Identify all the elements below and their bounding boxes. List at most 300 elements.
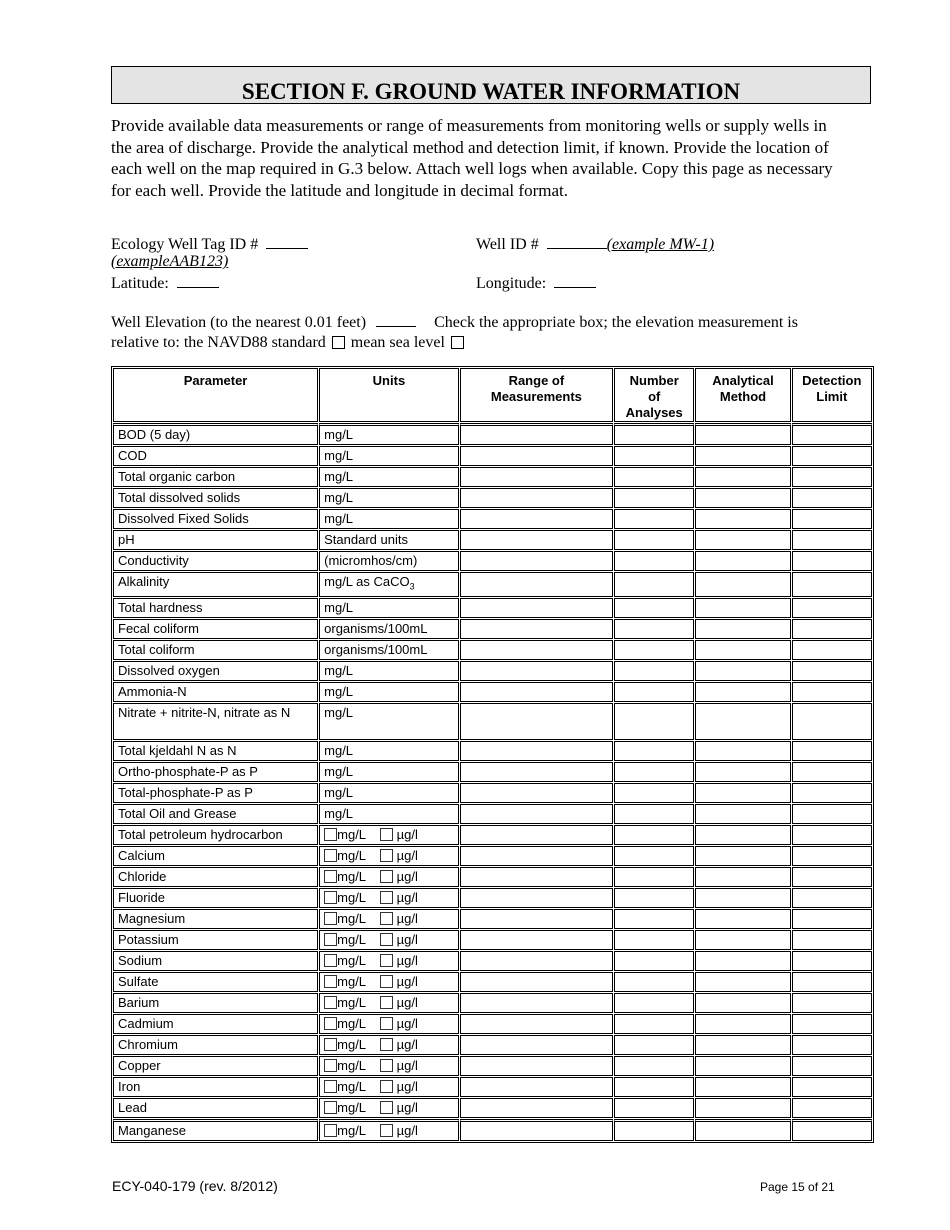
parameter-cell: Total Oil and Grease [113, 804, 318, 824]
mg-l-label: mg/L [337, 826, 367, 842]
limit-cell[interactable] [792, 619, 872, 639]
ug-l-checkbox[interactable] [380, 912, 393, 925]
elevation-check-text: Check the appropriate box; the elevation measurement is [434, 314, 798, 331]
method-cell[interactable] [695, 993, 790, 1013]
range-cell[interactable] [460, 825, 613, 845]
limit-cell[interactable] [792, 682, 872, 702]
parameter-cell: Conductivity [113, 551, 318, 571]
parameter-cell: Alkalinity [113, 572, 318, 597]
range-cell[interactable] [460, 509, 613, 529]
range-cell[interactable] [460, 741, 613, 761]
method-cell[interactable] [695, 888, 790, 908]
method-cell[interactable] [695, 846, 790, 866]
alkalinity-unit: mg/L as CaCO [324, 574, 410, 589]
limit-cell[interactable] [792, 1098, 872, 1118]
mg-l-checkbox[interactable] [324, 912, 337, 925]
method-cell[interactable] [695, 467, 790, 487]
range-cell[interactable] [460, 682, 613, 702]
range-cell[interactable] [460, 703, 613, 740]
analyses-cell[interactable] [614, 446, 694, 466]
table-row [113, 888, 872, 908]
range-cell[interactable] [460, 619, 613, 639]
analyses-cell[interactable] [614, 783, 694, 803]
limit-cell[interactable] [792, 888, 872, 908]
method-cell[interactable] [695, 640, 790, 660]
longitude-label: Longitude: [476, 275, 547, 292]
range-cell[interactable] [460, 888, 613, 908]
range-cell[interactable] [460, 804, 613, 824]
range-cell[interactable] [460, 783, 613, 803]
parameter-cell: Manganese [113, 1119, 318, 1141]
units-cell: mg/L [319, 488, 459, 508]
parameter-cell: Chromium [113, 1035, 318, 1055]
mean-sea-level-label: mean sea level [350, 334, 445, 351]
limit-cell[interactable] [792, 703, 872, 740]
analyses-cell[interactable] [614, 423, 694, 445]
analyses-cell[interactable] [614, 619, 694, 639]
method-cell[interactable] [695, 867, 790, 887]
ug-l-label: µg/l [396, 1122, 418, 1138]
range-cell[interactable] [460, 951, 613, 971]
mg-l-label: mg/L [337, 1099, 367, 1115]
latitude-input[interactable] [177, 272, 219, 288]
well-id-example: (example MW-1) [606, 236, 715, 253]
ug-l-checkbox[interactable] [380, 1101, 393, 1114]
method-cell[interactable] [695, 804, 790, 824]
range-cell[interactable] [460, 423, 613, 445]
analyses-cell[interactable] [614, 509, 694, 529]
ground-water-table [111, 366, 874, 1143]
analyses-cell[interactable] [614, 1098, 694, 1118]
range-cell[interactable] [460, 993, 613, 1013]
analyses-cell[interactable] [614, 741, 694, 761]
units-cell [319, 930, 459, 950]
analyses-cell[interactable] [614, 1119, 694, 1141]
table-row [113, 509, 872, 529]
ug-l-checkbox[interactable] [380, 1059, 393, 1072]
units-cell [319, 825, 459, 845]
parameter-cell: Fluoride [113, 888, 318, 908]
analyses-cell[interactable] [614, 804, 694, 824]
analyses-cell[interactable] [614, 661, 694, 681]
analyses-cell[interactable] [614, 993, 694, 1013]
parameter-cell: Magnesium [113, 909, 318, 929]
mg-l-label: mg/L [337, 1078, 367, 1094]
latitude-label: Latitude: [111, 275, 169, 292]
table-row [113, 741, 872, 761]
range-cell[interactable] [460, 1035, 613, 1055]
units-cell [319, 1119, 459, 1141]
method-cell[interactable] [695, 488, 790, 508]
table-row [113, 1035, 872, 1055]
ug-l-label: µg/l [396, 952, 418, 968]
table-row [113, 446, 872, 466]
units-cell [319, 1077, 459, 1097]
range-cell[interactable] [460, 488, 613, 508]
table-row [113, 867, 872, 887]
limit-cell[interactable] [792, 640, 872, 660]
range-cell[interactable] [460, 909, 613, 929]
method-cell[interactable] [695, 1098, 790, 1118]
range-cell[interactable] [460, 530, 613, 550]
mg-l-label: mg/L [337, 910, 367, 926]
range-cell[interactable] [460, 867, 613, 887]
range-cell[interactable] [460, 598, 613, 618]
table-row [113, 930, 872, 950]
mg-l-label: mg/L [337, 952, 367, 968]
method-cell[interactable] [695, 703, 790, 740]
table-row [113, 703, 872, 740]
range-cell[interactable] [460, 551, 613, 571]
ug-l-label: µg/l [396, 1078, 418, 1094]
limit-cell[interactable] [792, 530, 872, 550]
limit-cell[interactable] [792, 1077, 872, 1097]
method-cell[interactable] [695, 972, 790, 992]
analyses-cell[interactable] [614, 930, 694, 950]
parameter-cell: Nitrate + nitrite-N, nitrate as N [113, 703, 318, 740]
limit-cell[interactable] [792, 1014, 872, 1034]
table-row [113, 423, 872, 445]
mg-l-checkbox[interactable] [324, 996, 337, 1009]
mg-l-label: mg/L [337, 1015, 367, 1031]
mg-l-checkbox[interactable] [324, 1124, 337, 1137]
analyses-cell[interactable] [614, 1077, 694, 1097]
units-cell: mg/L [319, 446, 459, 466]
method-cell[interactable] [695, 423, 790, 445]
elevation-input[interactable] [376, 311, 416, 327]
method-cell[interactable] [695, 1014, 790, 1034]
ug-l-checkbox[interactable] [380, 849, 393, 862]
parameter-cell: Calcium [113, 846, 318, 866]
method-cell[interactable] [695, 619, 790, 639]
units-cell [319, 1014, 459, 1034]
table-row [113, 909, 872, 929]
range-cell[interactable] [460, 640, 613, 660]
mg-l-label: mg/L [337, 1122, 367, 1138]
parameter-cell: Dissolved Fixed Solids [113, 509, 318, 529]
limit-cell[interactable] [792, 741, 872, 761]
parameter-cell: Ammonia-N [113, 682, 318, 702]
analyses-cell[interactable] [614, 762, 694, 782]
limit-cell[interactable] [792, 446, 872, 466]
table-header-row [113, 368, 872, 422]
method-cell[interactable] [695, 1077, 790, 1097]
limit-cell[interactable] [792, 867, 872, 887]
units-cell [319, 888, 459, 908]
method-cell[interactable] [695, 909, 790, 929]
parameter-cell: Cadmium [113, 1014, 318, 1034]
units-cell [319, 846, 459, 866]
table-row [113, 572, 872, 597]
range-cell[interactable] [460, 972, 613, 992]
method-cell[interactable] [695, 1119, 790, 1141]
limit-cell[interactable] [792, 572, 872, 597]
range-cell[interactable] [460, 1119, 613, 1141]
mg-l-label: mg/L [337, 889, 367, 905]
parameter-cell: BOD (5 day) [113, 423, 318, 445]
analyses-cell[interactable] [614, 488, 694, 508]
analyses-cell[interactable] [614, 551, 694, 571]
parameter-cell: Lead [113, 1098, 318, 1118]
mg-l-label: mg/L [337, 994, 367, 1010]
mg-l-checkbox[interactable] [324, 1080, 337, 1093]
limit-cell[interactable] [792, 598, 872, 618]
limit-cell[interactable] [792, 846, 872, 866]
method-cell[interactable] [695, 1056, 790, 1076]
ug-l-label: µg/l [396, 973, 418, 989]
table-row [113, 551, 872, 571]
units-cell: organisms/100mL [319, 640, 459, 660]
mg-l-checkbox[interactable] [324, 1038, 337, 1051]
units-cell [319, 951, 459, 971]
ug-l-checkbox[interactable] [380, 828, 393, 841]
analyses-cell[interactable] [614, 640, 694, 660]
parameter-cell: Sodium [113, 951, 318, 971]
limit-cell[interactable] [792, 1119, 872, 1141]
limit-cell[interactable] [792, 993, 872, 1013]
mg-l-checkbox[interactable] [324, 933, 337, 946]
table-row [113, 846, 872, 866]
mg-l-checkbox[interactable] [324, 1059, 337, 1072]
analyses-cell[interactable] [614, 867, 694, 887]
table-row [113, 1098, 872, 1118]
units-cell: mg/L [319, 467, 459, 487]
units-cell: mg/L [319, 682, 459, 702]
analyses-cell[interactable] [614, 572, 694, 597]
ug-l-label: µg/l [396, 1099, 418, 1115]
units-cell [319, 1098, 459, 1118]
range-cell[interactable] [460, 446, 613, 466]
units-cell: mg/L [319, 804, 459, 824]
elevation-block [111, 311, 856, 353]
well-id-input[interactable] [547, 233, 607, 249]
ug-l-checkbox[interactable] [380, 933, 393, 946]
range-cell[interactable] [460, 1014, 613, 1034]
limit-cell[interactable] [792, 661, 872, 681]
header-number-of-analyses: Number of Analyses [614, 368, 694, 422]
units-cell: (micromhos/cm) [319, 551, 459, 571]
range-cell[interactable] [460, 467, 613, 487]
analyses-cell[interactable] [614, 703, 694, 740]
mg-l-checkbox[interactable] [324, 1017, 337, 1030]
method-cell[interactable] [695, 762, 790, 782]
longitude-input[interactable] [554, 272, 596, 288]
ug-l-label: µg/l [396, 994, 418, 1010]
mg-l-checkbox[interactable] [324, 891, 337, 904]
method-cell[interactable] [695, 951, 790, 971]
mg-l-checkbox[interactable] [324, 849, 337, 862]
units-cell: mg/L [319, 509, 459, 529]
range-cell[interactable] [460, 1056, 613, 1076]
analyses-cell[interactable] [614, 467, 694, 487]
table-row [113, 804, 872, 824]
units-cell: mg/L [319, 661, 459, 681]
limit-cell[interactable] [792, 951, 872, 971]
ug-l-checkbox[interactable] [380, 1017, 393, 1030]
header-range: Range of Measurements [460, 368, 613, 422]
mg-l-label: mg/L [337, 868, 367, 884]
method-cell[interactable] [695, 741, 790, 761]
ug-l-checkbox[interactable] [380, 1038, 393, 1051]
table-row [113, 1014, 872, 1034]
method-cell[interactable] [695, 551, 790, 571]
intro-text: Provide available data measurements or range of measurements from monitoring wells or supply wells in the area of discharge. Provide the analytical method and detection limit, if known. Provide the location of each well on the map required in G.3 below. Attach well logs when available. Copy this page as necessary for each well. Provide the latitude and longitude in decimal format. [111, 116, 833, 200]
elevation-label: Well Elevation (to the nearest 0.01 feet) [111, 314, 367, 331]
analyses-cell[interactable] [614, 682, 694, 702]
method-cell[interactable] [695, 930, 790, 950]
ug-l-label: µg/l [396, 1057, 418, 1073]
units-cell [319, 993, 459, 1013]
table-row [113, 783, 872, 803]
ug-l-checkbox[interactable] [380, 996, 393, 1009]
method-cell[interactable] [695, 530, 790, 550]
range-cell[interactable] [460, 762, 613, 782]
ug-l-label: µg/l [396, 1036, 418, 1052]
parameter-cell: Sulfate [113, 972, 318, 992]
table-row [113, 762, 872, 782]
table-row [113, 640, 872, 660]
parameter-cell: Total dissolved solids [113, 488, 318, 508]
parameter-cell: Total petroleum hydrocarbon [113, 825, 318, 845]
units-cell: mg/L [319, 598, 459, 618]
limit-cell[interactable] [792, 825, 872, 845]
parameter-cell: Total-phosphate-P as P [113, 783, 318, 803]
longitude-field [476, 272, 596, 294]
limit-cell[interactable] [792, 467, 872, 487]
ug-l-checkbox[interactable] [380, 1124, 393, 1137]
table-row [113, 619, 872, 639]
analyses-cell[interactable] [614, 530, 694, 550]
table-row [113, 1077, 872, 1097]
analyses-cell[interactable] [614, 1056, 694, 1076]
range-cell[interactable] [460, 930, 613, 950]
header-parameter: Parameter [113, 368, 318, 422]
limit-cell[interactable] [792, 762, 872, 782]
range-cell[interactable] [460, 661, 613, 681]
analyses-cell[interactable] [614, 909, 694, 929]
method-cell[interactable] [695, 682, 790, 702]
mg-l-checkbox[interactable] [324, 870, 337, 883]
analyses-cell[interactable] [614, 846, 694, 866]
units-cell: mg/L [319, 762, 459, 782]
mean-sea-level-checkbox[interactable] [451, 336, 464, 349]
limit-cell[interactable] [792, 804, 872, 824]
navd88-checkbox[interactable] [332, 336, 345, 349]
parameter-cell: Iron [113, 1077, 318, 1097]
parameter-cell: Potassium [113, 930, 318, 950]
ug-l-checkbox[interactable] [380, 1080, 393, 1093]
limit-cell[interactable] [792, 783, 872, 803]
ug-l-checkbox[interactable] [380, 870, 393, 883]
ug-l-checkbox[interactable] [380, 891, 393, 904]
parameter-cell: Fecal coliform [113, 619, 318, 639]
ug-l-label: µg/l [396, 847, 418, 863]
analyses-cell[interactable] [614, 598, 694, 618]
limit-cell[interactable] [792, 551, 872, 571]
method-cell[interactable] [695, 1035, 790, 1055]
well-id-label: Well ID # [476, 236, 539, 253]
alkalinity-unit-subscript: 3 [409, 581, 415, 592]
parameter-cell: Copper [113, 1056, 318, 1076]
analyses-cell[interactable] [614, 825, 694, 845]
header-analytical-method: Analytical Method [695, 368, 790, 422]
table-row [113, 530, 872, 550]
mg-l-checkbox[interactable] [324, 954, 337, 967]
table-row [113, 488, 872, 508]
parameter-cell: Dissolved oxygen [113, 661, 318, 681]
method-cell[interactable] [695, 661, 790, 681]
limit-cell[interactable] [792, 423, 872, 445]
limit-cell[interactable] [792, 1035, 872, 1055]
ecology-tag-input[interactable] [266, 233, 308, 249]
ecology-tag-label: Ecology Well Tag ID # [111, 236, 259, 253]
method-cell[interactable] [695, 598, 790, 618]
table-row [113, 951, 872, 971]
ug-l-label: µg/l [396, 910, 418, 926]
analyses-cell[interactable] [614, 972, 694, 992]
mg-l-checkbox[interactable] [324, 975, 337, 988]
range-cell[interactable] [460, 1098, 613, 1118]
analyses-cell[interactable] [614, 888, 694, 908]
table-row [113, 825, 872, 845]
analyses-cell[interactable] [614, 1035, 694, 1055]
units-cell [319, 972, 459, 992]
method-cell[interactable] [695, 446, 790, 466]
page-number: Page 15 of 21 [760, 1180, 835, 1194]
ug-l-checkbox[interactable] [380, 975, 393, 988]
analyses-cell[interactable] [614, 951, 694, 971]
range-cell[interactable] [460, 846, 613, 866]
table-row [113, 682, 872, 702]
analyses-cell[interactable] [614, 1014, 694, 1034]
method-cell[interactable] [695, 783, 790, 803]
limit-cell[interactable] [792, 930, 872, 950]
ecology-tag-example: (exampleAAB123) [111, 253, 229, 270]
mg-l-label: mg/L [337, 1036, 367, 1052]
parameter-cell: COD [113, 446, 318, 466]
method-cell[interactable] [695, 825, 790, 845]
method-cell[interactable] [695, 509, 790, 529]
limit-cell[interactable] [792, 488, 872, 508]
range-cell[interactable] [460, 572, 613, 597]
units-cell: mg/L [319, 783, 459, 803]
limit-cell[interactable] [792, 909, 872, 929]
units-cell [319, 909, 459, 929]
units-cell [319, 867, 459, 887]
ug-l-label: µg/l [396, 826, 418, 842]
mg-l-checkbox[interactable] [324, 1101, 337, 1114]
mg-l-label: mg/L [337, 847, 367, 863]
limit-cell[interactable] [792, 1056, 872, 1076]
units-cell: organisms/100mL [319, 619, 459, 639]
table-row [113, 993, 872, 1013]
limit-cell[interactable] [792, 509, 872, 529]
units-cell: Standard units [319, 530, 459, 550]
elevation-relative-text: relative to: the NAVD88 standard [111, 334, 326, 351]
units-cell [319, 1056, 459, 1076]
ug-l-label: µg/l [396, 889, 418, 905]
ug-l-checkbox[interactable] [380, 954, 393, 967]
well-id-field [476, 233, 714, 255]
table-row [113, 1119, 872, 1141]
range-cell[interactable] [460, 1077, 613, 1097]
mg-l-label: mg/L [337, 973, 367, 989]
method-cell[interactable] [695, 572, 790, 597]
header-detection-limit: Detection Limit [792, 368, 872, 422]
table-row [113, 1056, 872, 1076]
limit-cell[interactable] [792, 972, 872, 992]
mg-l-checkbox[interactable] [324, 828, 337, 841]
